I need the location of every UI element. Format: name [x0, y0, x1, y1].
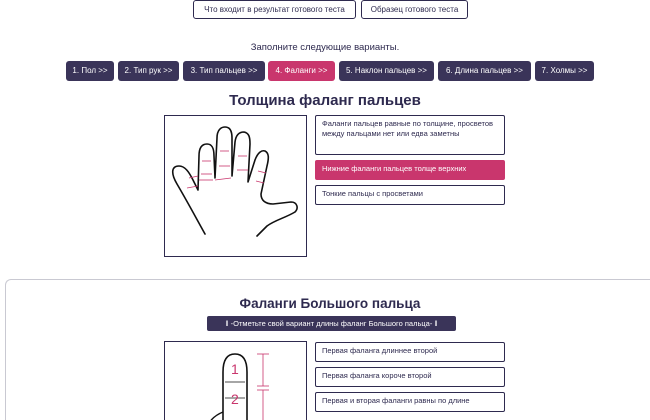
step-hand-type[interactable]: 2. Тип рук >>: [118, 61, 179, 81]
hand-outline-icon: [165, 116, 306, 256]
hand-illustration: [164, 115, 307, 257]
top-links: [0, 0, 650, 20]
thumb-illustration: [164, 341, 307, 420]
section2-title: Фаланги Большого пальца: [239, 296, 421, 311]
section1-title: Толщина фаланг пальцев: [229, 92, 421, 109]
thumb-outline-icon: [165, 342, 306, 420]
thumb-hint: ‖ -Отметьте свой вариант длины фаланг Большого пальца- ‖: [207, 316, 456, 331]
instructions-subtitle: Заполните следующие варианты.: [250, 42, 400, 53]
option-lower-thicker[interactable]: Нижние фаланги пальцев толще верхних: [315, 160, 505, 180]
option-thin-fingers[interactable]: Тонкие пальцы с просветами: [315, 185, 505, 205]
option-first-longer[interactable]: Первая фаланга длиннее второй: [315, 342, 505, 362]
phalanx-2-label: 2: [231, 391, 239, 407]
sample-test-link[interactable]: Образец готового теста: [361, 0, 468, 19]
option-equal-length[interactable]: Первая и вторая фаланги равны по длине: [315, 392, 505, 412]
step-mounts[interactable]: 7. Холмы >>: [535, 61, 594, 81]
test-contents-link[interactable]: Что входит в результат готового теста: [193, 0, 356, 19]
option-first-shorter[interactable]: Первая фаланга короче второй: [315, 367, 505, 387]
phalanx-1-label: 1: [231, 361, 239, 377]
steps-nav: [0, 61, 650, 81]
option-equal-phalanges[interactable]: Фаланги пальцев равные по толщине, просветов между пальцами нет или едва заметны: [315, 115, 505, 155]
step-finger-tilt[interactable]: 5. Наклон пальцев >>: [339, 61, 434, 81]
step-phalanges[interactable]: 4. Фаланги >>: [268, 61, 335, 81]
step-gender[interactable]: 1. Пол >>: [66, 61, 114, 81]
step-finger-length[interactable]: 6. Длина пальцев >>: [438, 61, 531, 81]
step-finger-type[interactable]: 3. Тип пальцев >>: [183, 61, 265, 81]
